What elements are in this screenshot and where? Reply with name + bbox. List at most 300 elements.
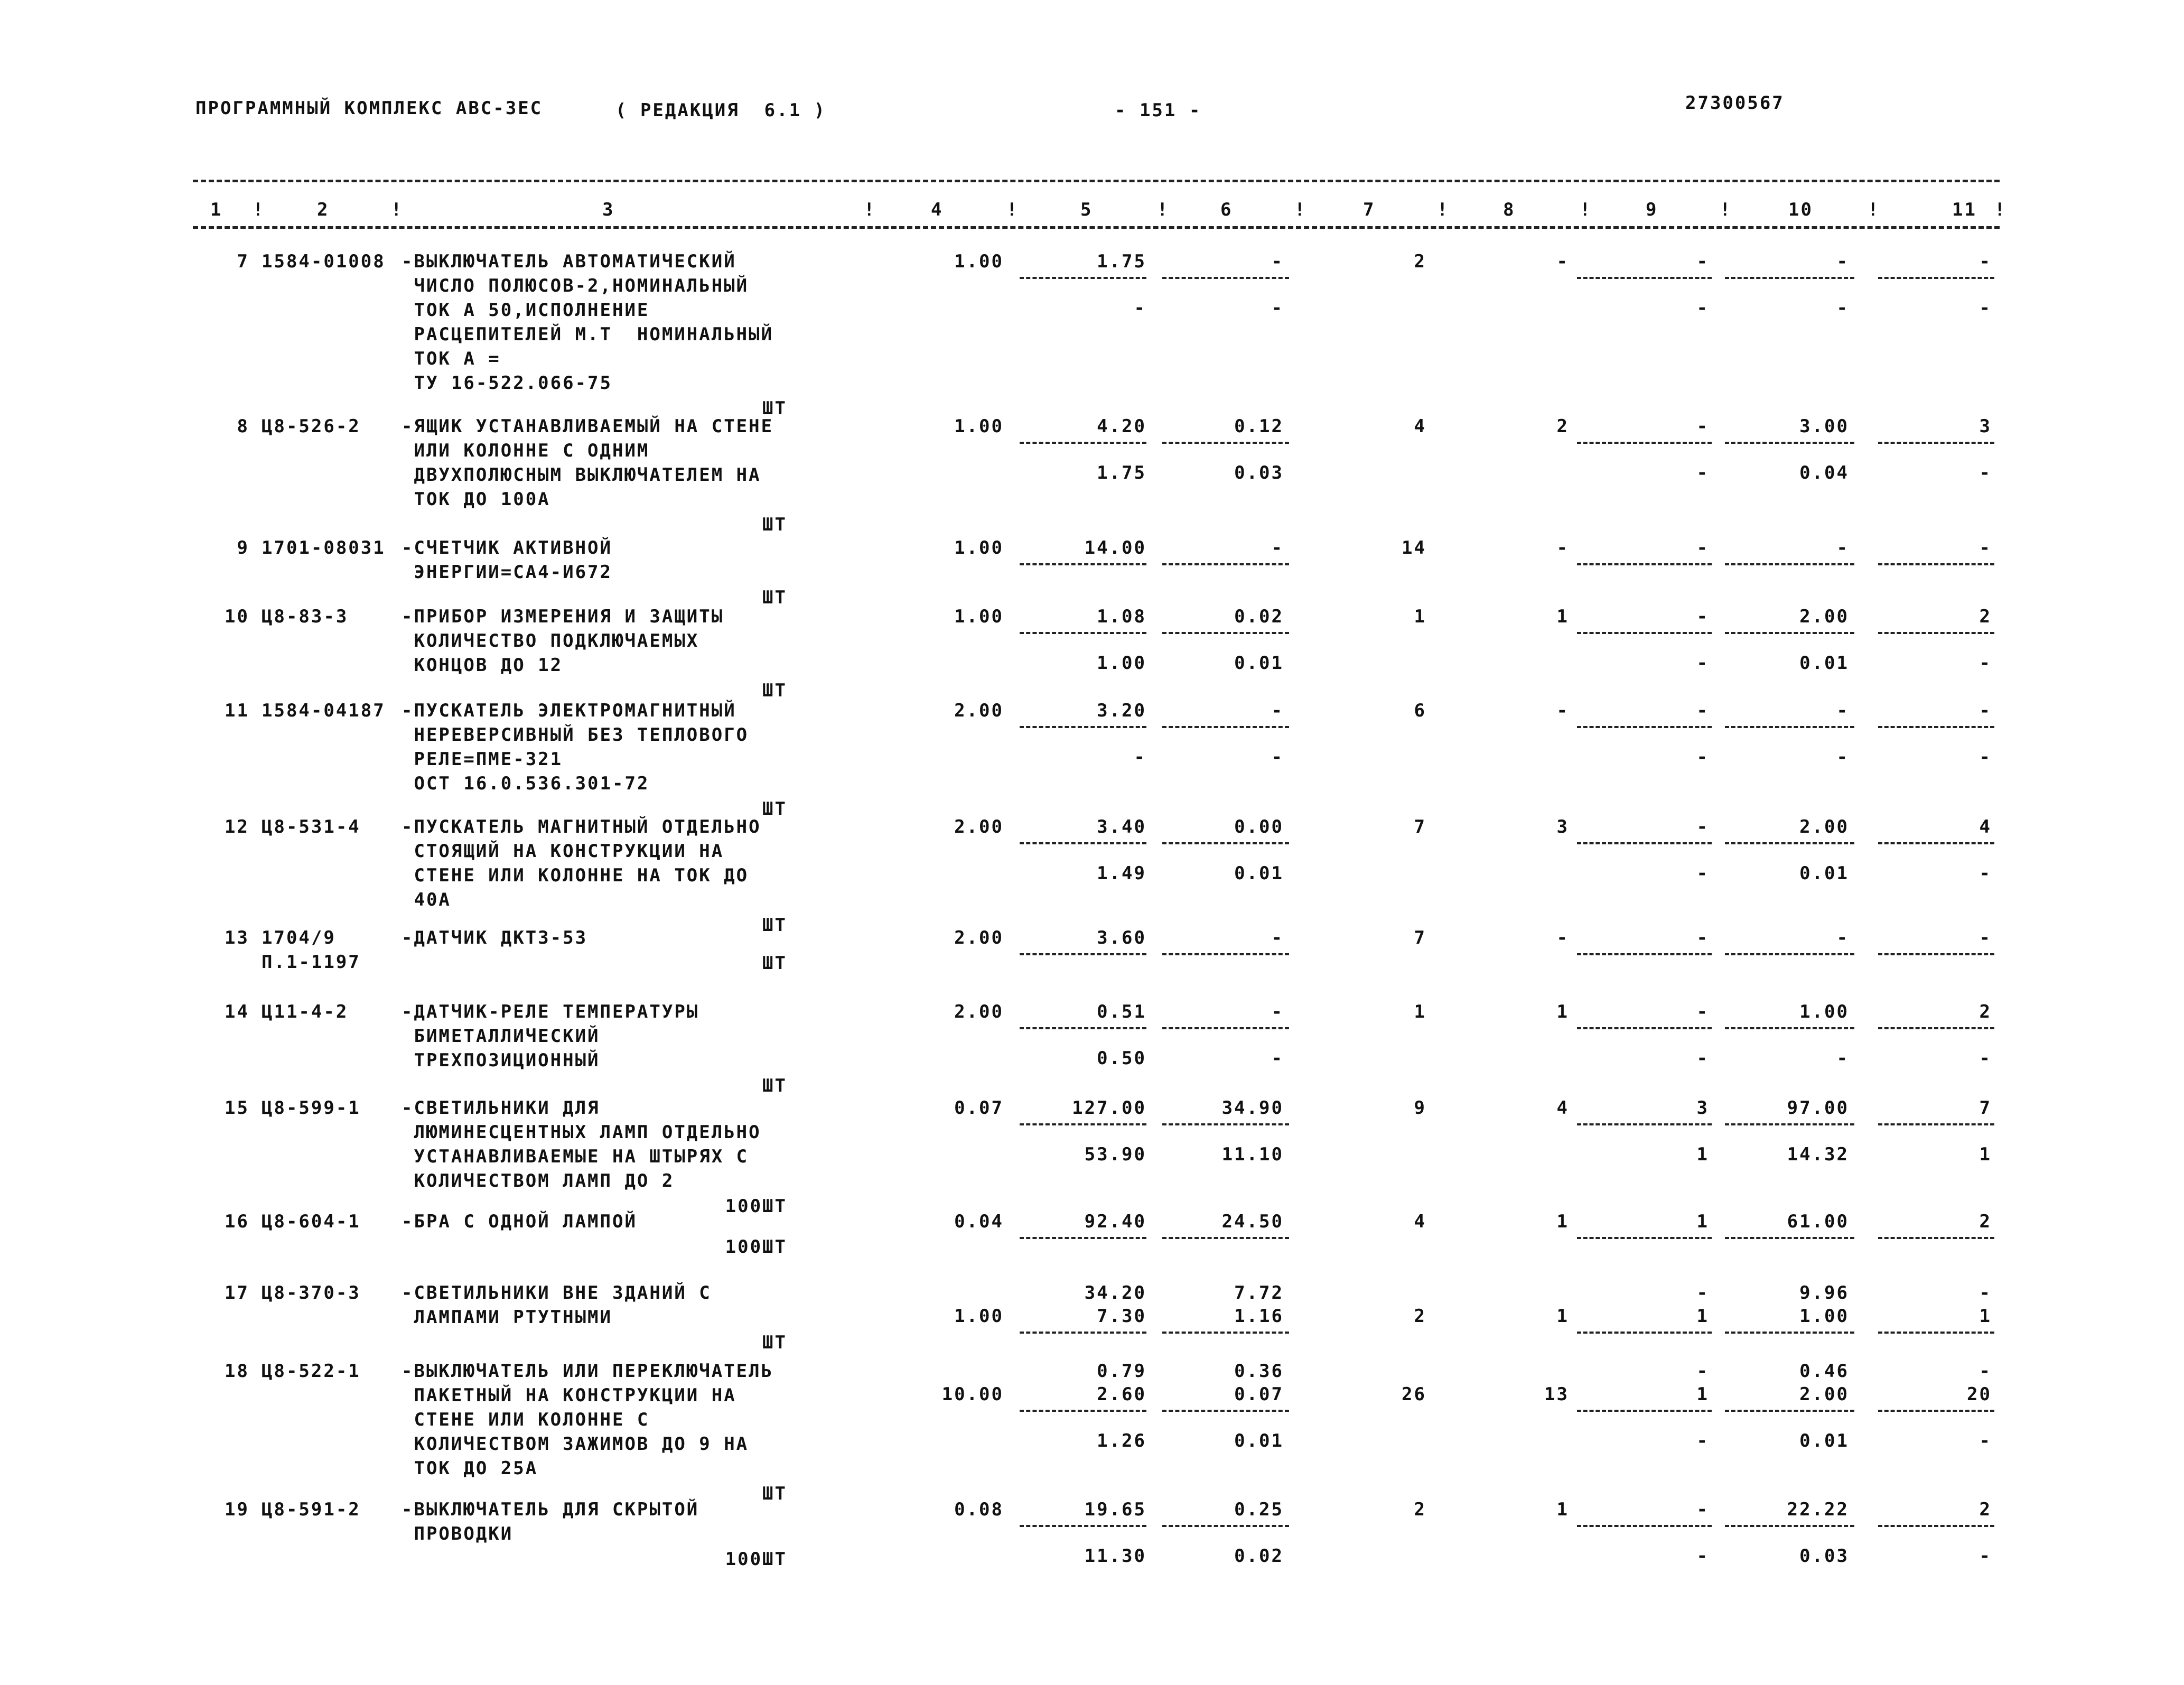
value-lower-c9: -	[1696, 1430, 1709, 1451]
value-c9: -	[1696, 1001, 1709, 1022]
value-c6: -	[1271, 251, 1284, 272]
separator: !	[1157, 199, 1170, 220]
value-underline	[1725, 842, 1854, 844]
value-c5: 4.20	[1097, 416, 1146, 437]
item-code: Ц8-531-4	[262, 816, 361, 837]
separator: !	[391, 199, 404, 220]
value-underline	[1020, 563, 1146, 565]
value-lower-c11: -	[1979, 1048, 1992, 1069]
value-c4: 10.00	[941, 1384, 1004, 1405]
value-c7: 4	[1414, 1211, 1426, 1232]
value-c11: 2	[1979, 1001, 1992, 1022]
value-upper-c5: 34.20	[1084, 1282, 1146, 1304]
column-header: 9	[1646, 199, 1658, 220]
value-c4: 2.00	[954, 927, 1004, 948]
unit-label: ШТ	[762, 1483, 787, 1504]
value-lower-c11: -	[1979, 1430, 1992, 1451]
value-c8: 13	[1544, 1384, 1569, 1405]
column-header: 10	[1788, 199, 1813, 220]
unit-label: ШТ	[762, 398, 787, 419]
value-lower-c11: 1	[1979, 1144, 1992, 1165]
value-c6: 0.00	[1234, 816, 1284, 837]
value-c8: -	[1556, 537, 1569, 558]
value-c7: 1	[1414, 606, 1426, 627]
item-description: -СВЕТИЛЬНИКИ ВНЕ ЗДАНИЙ С ЛАМПАМИ РТУТНЫМИ	[402, 1282, 712, 1328]
value-lower-c5: 53.90	[1084, 1144, 1146, 1165]
value-c10: 61.00	[1787, 1211, 1849, 1232]
value-c6: 1.16	[1234, 1306, 1284, 1327]
item-code: Ц8-522-1	[262, 1361, 361, 1382]
value-lower-c5: 0.50	[1097, 1048, 1146, 1069]
value-underline	[1725, 632, 1854, 634]
item-code: 1704/9 П.1-1197	[262, 927, 361, 973]
value-c7: 26	[1402, 1384, 1426, 1405]
item-description: -ЯЩИК УСТАНАВЛИВАЕМЫЙ НА СТЕНЕ ИЛИ КОЛОННЕ С ОДНИМ ДВУХПОЛЮСНЫМ ВЫКЛЮЧАТЕЛЕМ НА ТОК ДО 100А	[402, 416, 774, 510]
value-lower-c11: -	[1979, 297, 1992, 319]
value-c5: 7.30	[1097, 1306, 1146, 1327]
item-description: -ВЫКЛЮЧАТЕЛЬ ДЛЯ СКРЫТОЙ ПРОВОДКИ	[402, 1499, 699, 1544]
value-c9: -	[1696, 700, 1709, 721]
value-c7: 2	[1414, 251, 1426, 272]
row-number: 15	[225, 1097, 249, 1119]
unit-label: ШТ	[762, 587, 787, 608]
value-underline	[1020, 1123, 1146, 1125]
separator: !	[1294, 199, 1307, 220]
value-c10: 97.00	[1787, 1097, 1849, 1119]
item-code: 1584-01008	[262, 251, 386, 272]
value-underline	[1577, 1332, 1712, 1334]
value-underline	[1577, 563, 1712, 565]
row-number: 12	[225, 816, 249, 837]
item-description: -ВЫКЛЮЧАТЕЛЬ АВТОМАТИЧЕСКИЙ ЧИСЛО ПОЛЮСОВ-2,НОМИНАЛЬНЫЙ ТОК А 50,ИСПОЛНЕНИЕ РАСЦЕПИТЕЛЕЙ М.Т НОМИНАЛЬНЫЙ ТОК А = ТУ 16-522.066-75	[402, 251, 774, 394]
value-c10: -	[1836, 251, 1849, 272]
value-lower-c5: 11.30	[1084, 1546, 1146, 1567]
value-underline	[1878, 277, 1994, 279]
value-c9: -	[1696, 537, 1709, 558]
value-underline	[1020, 726, 1146, 728]
value-underline	[1162, 1237, 1289, 1239]
value-lower-c5: 1.49	[1097, 863, 1146, 884]
value-lower-c10: -	[1836, 747, 1849, 768]
value-c5: 14.00	[1084, 537, 1146, 558]
separator: !	[1720, 199, 1732, 220]
value-lower-c9: -	[1696, 653, 1709, 674]
value-underline	[1878, 632, 1994, 634]
value-underline	[1725, 1525, 1854, 1527]
value-c6: 0.12	[1234, 416, 1284, 437]
item-code: Ц8-591-2	[262, 1499, 361, 1520]
table-top-rule	[193, 180, 2000, 182]
value-c6: -	[1271, 927, 1284, 948]
column-header: 8	[1503, 199, 1516, 220]
value-c10: -	[1836, 537, 1849, 558]
value-underline	[1725, 277, 1854, 279]
value-c8: 1	[1556, 1306, 1569, 1327]
value-lower-c10: -	[1836, 1048, 1849, 1069]
value-underline	[1577, 1027, 1712, 1029]
value-lower-c6: 0.03	[1234, 462, 1284, 483]
value-underline	[1020, 1237, 1146, 1239]
unit-label: ШТ	[762, 514, 787, 535]
value-underline	[1162, 1332, 1289, 1334]
value-lower-c5: 1.75	[1097, 462, 1146, 483]
value-underline	[1162, 726, 1289, 728]
item-description: -ДАТЧИК ДКТЗ-53	[402, 927, 588, 948]
value-c7: 14	[1402, 537, 1426, 558]
value-c4: 2.00	[954, 1001, 1004, 1022]
value-c4: 2.00	[954, 816, 1004, 837]
value-underline	[1878, 842, 1994, 844]
value-underline	[1577, 953, 1712, 955]
value-underline	[1725, 442, 1854, 444]
value-underline	[1162, 953, 1289, 955]
value-c10: 2.00	[1799, 816, 1849, 837]
value-lower-c10: 0.01	[1799, 653, 1849, 674]
value-lower-c11: -	[1979, 747, 1992, 768]
value-c8: 1	[1556, 1499, 1569, 1520]
value-lower-c10: 0.01	[1799, 1430, 1849, 1451]
value-c7: 2	[1414, 1306, 1426, 1327]
value-c6: -	[1271, 700, 1284, 721]
unit-label: ШТ	[762, 1332, 787, 1353]
value-underline	[1020, 842, 1146, 844]
unit-label: ШТ	[762, 1075, 787, 1096]
value-underline	[1725, 1027, 1854, 1029]
value-underline	[1725, 1123, 1854, 1125]
value-upper-c9: -	[1696, 1361, 1709, 1382]
value-c11: 2	[1979, 1499, 1992, 1520]
value-lower-c11: -	[1979, 1546, 1992, 1567]
row-number: 9	[237, 537, 249, 558]
value-underline	[1577, 726, 1712, 728]
value-lower-c9: 1	[1696, 1144, 1709, 1165]
value-underline	[1878, 563, 1994, 565]
value-c5: 0.51	[1097, 1001, 1146, 1022]
value-underline	[1878, 1525, 1994, 1527]
value-c5: 19.65	[1084, 1499, 1146, 1520]
separator: !	[1006, 199, 1019, 220]
row-number: 11	[225, 700, 249, 721]
row-number: 16	[225, 1211, 249, 1232]
item-code: 1701-08031	[262, 537, 386, 558]
value-underline	[1878, 1237, 1994, 1239]
value-lower-c5: 1.00	[1097, 653, 1146, 674]
value-underline	[1577, 1525, 1712, 1527]
value-underline	[1725, 1410, 1854, 1412]
value-c5: 92.40	[1084, 1211, 1146, 1232]
value-underline	[1162, 1410, 1289, 1412]
value-c4: 1.00	[954, 251, 1004, 272]
row-number: 19	[225, 1499, 249, 1520]
value-c10: 3.00	[1799, 416, 1849, 437]
value-underline	[1020, 1332, 1146, 1334]
unit-label: ШТ	[762, 953, 787, 974]
item-description: -ВЫКЛЮЧАТЕЛЬ ИЛИ ПЕРЕКЛЮЧАТЕЛЬ ПАКЕТНЫЙ НА КОНСТРУКЦИИ НА СТЕНЕ ИЛИ КОЛОННЕ С КОЛИЧЕСТВОМ ЗАЖИМОВ ДО 9 НА ТОК ДО 25А	[402, 1361, 774, 1479]
value-c8: 1	[1556, 1001, 1569, 1022]
value-c11: 4	[1979, 816, 1992, 837]
value-c6: 34.90	[1221, 1097, 1284, 1119]
value-underline	[1577, 442, 1712, 444]
value-c6: -	[1271, 537, 1284, 558]
value-lower-c11: -	[1979, 863, 1992, 884]
value-c10: -	[1836, 700, 1849, 721]
column-header: 6	[1220, 199, 1233, 220]
value-c11: -	[1979, 927, 1992, 948]
item-description: -ПРИБОР ИЗМЕРЕНИЯ И ЗАЩИТЫ КОЛИЧЕСТВО ПОДКЛЮЧАЕМЫХ КОНЦОВ ДО 12	[402, 606, 724, 676]
value-c7: 2	[1414, 1499, 1426, 1520]
value-underline	[1020, 632, 1146, 634]
value-c11: -	[1979, 251, 1992, 272]
value-c10: 2.00	[1799, 1384, 1849, 1405]
value-underline	[1162, 632, 1289, 634]
item-description: -СВЕТИЛЬНИКИ ДЛЯ ЛЮМИНЕСЦЕНТНЫХ ЛАМП ОТДЕЛЬНО УСТАНАВЛИВАЕМЫЕ НА ШТЫРЯХ С КОЛИЧЕСТВОМ ЛАМП ДО 2	[402, 1097, 761, 1191]
value-underline	[1162, 842, 1289, 844]
value-c5: 3.20	[1097, 700, 1146, 721]
value-c4: 1.00	[954, 537, 1004, 558]
value-c9: -	[1696, 606, 1709, 627]
value-upper-c5: 0.79	[1097, 1361, 1146, 1382]
value-underline	[1162, 1027, 1289, 1029]
separator: !	[1994, 199, 2007, 220]
value-underline	[1577, 842, 1712, 844]
value-underline	[1577, 277, 1712, 279]
column-header: 4	[931, 199, 944, 220]
value-lower-c6: 0.02	[1234, 1546, 1284, 1567]
value-lower-c9: -	[1696, 1048, 1709, 1069]
item-description: -ПУСКАТЕЛЬ МАГНИТНЫЙ ОТДЕЛЬНО СТОЯЩИЙ НА КОНСТРУКЦИИ НА СТЕНЕ ИЛИ КОЛОННЕ НА ТОК ДО 40А	[402, 816, 761, 910]
document-number: 27300567	[1685, 92, 1785, 114]
value-underline	[1577, 1410, 1712, 1412]
value-underline	[1878, 1123, 1994, 1125]
separator: !	[864, 199, 876, 220]
value-underline	[1878, 442, 1994, 444]
row-number: 14	[225, 1001, 249, 1022]
row-number: 8	[237, 416, 249, 437]
value-underline	[1725, 1237, 1854, 1239]
value-lower-c6: -	[1271, 1048, 1284, 1069]
value-c7: 9	[1414, 1097, 1426, 1119]
value-c6: 0.25	[1234, 1499, 1284, 1520]
value-c9: 1	[1696, 1306, 1709, 1327]
edition-label: ( РЕДАКЦИЯ 6.1 )	[615, 100, 826, 121]
value-c4: 0.08	[954, 1499, 1004, 1520]
item-code: Ц8-604-1	[262, 1211, 361, 1232]
value-underline	[1162, 563, 1289, 565]
value-c4: 1.00	[954, 416, 1004, 437]
value-c7: 7	[1414, 816, 1426, 837]
value-c9: -	[1696, 816, 1709, 837]
value-c5: 3.60	[1097, 927, 1146, 948]
value-upper-c9: -	[1696, 1282, 1709, 1304]
value-c11: 2	[1979, 1211, 1992, 1232]
value-c8: 1	[1556, 1211, 1569, 1232]
separator: !	[1580, 199, 1592, 220]
unit-label: 100ШТ	[725, 1236, 787, 1258]
value-c11: -	[1979, 700, 1992, 721]
value-c10: -	[1836, 927, 1849, 948]
item-description: -ДАТЧИК-РЕЛЕ ТЕМПЕРАТУРЫ БИМЕТАЛЛИЧЕСКИЙ ТРЕХПОЗИЦИОННЫЙ	[402, 1001, 699, 1071]
value-c11: 20	[1967, 1384, 1992, 1405]
value-c5: 127.00	[1072, 1097, 1146, 1119]
value-c10: 1.00	[1799, 1306, 1849, 1327]
item-code: Ц8-526-2	[262, 416, 361, 437]
value-lower-c10: -	[1836, 297, 1849, 319]
value-lower-c10: 0.03	[1799, 1546, 1849, 1567]
value-underline	[1020, 277, 1146, 279]
value-c8: -	[1556, 251, 1569, 272]
column-header: 3	[602, 199, 615, 220]
value-upper-c11: -	[1979, 1282, 1992, 1304]
value-lower-c9: -	[1696, 747, 1709, 768]
value-c9: -	[1696, 416, 1709, 437]
value-underline	[1020, 1027, 1146, 1029]
item-code: Ц8-370-3	[262, 1282, 361, 1304]
value-c4: 0.04	[954, 1211, 1004, 1232]
value-c4: 2.00	[954, 700, 1004, 721]
column-header: 11	[1952, 199, 1977, 220]
value-c6: 0.02	[1234, 606, 1284, 627]
value-c6: 24.50	[1221, 1211, 1284, 1232]
column-header: 7	[1363, 199, 1376, 220]
unit-label: ШТ	[762, 915, 787, 936]
value-c11: -	[1979, 537, 1992, 558]
value-upper-c10: 9.96	[1799, 1282, 1849, 1304]
row-number: 17	[225, 1282, 249, 1304]
value-lower-c9: -	[1696, 1546, 1709, 1567]
value-lower-c5: 1.26	[1097, 1430, 1146, 1451]
value-lower-c6: -	[1271, 297, 1284, 319]
item-code: Ц8-83-3	[262, 606, 349, 627]
row-number: 10	[225, 606, 249, 627]
value-lower-c5: -	[1134, 297, 1146, 319]
row-number: 18	[225, 1361, 249, 1382]
value-underline	[1162, 277, 1289, 279]
separator: !	[1437, 199, 1450, 220]
column-header: 1	[210, 199, 223, 220]
value-c8: -	[1556, 927, 1569, 948]
table-header-rule	[193, 226, 2000, 229]
value-c9: 1	[1696, 1211, 1709, 1232]
value-lower-c9: -	[1696, 297, 1709, 319]
value-c9: -	[1696, 1499, 1709, 1520]
value-underline	[1162, 442, 1289, 444]
value-underline	[1725, 726, 1854, 728]
value-c5: 3.40	[1097, 816, 1146, 837]
value-c6: -	[1271, 1001, 1284, 1022]
item-code: 1584-04187	[262, 700, 386, 721]
unit-label: ШТ	[762, 798, 787, 820]
separator: !	[253, 199, 265, 220]
value-lower-c11: -	[1979, 462, 1992, 483]
value-c4: 1.00	[954, 606, 1004, 627]
value-lower-c6: -	[1271, 747, 1284, 768]
value-underline	[1878, 1027, 1994, 1029]
separator: !	[1868, 199, 1880, 220]
value-lower-c9: -	[1696, 863, 1709, 884]
value-upper-c6: 0.36	[1234, 1361, 1284, 1382]
item-description: -БРА С ОДНОЙ ЛАМПОЙ	[402, 1211, 637, 1232]
value-lower-c11: -	[1979, 653, 1992, 674]
value-c4: 1.00	[954, 1306, 1004, 1327]
value-c8: 3	[1556, 816, 1569, 837]
column-header: 2	[317, 199, 330, 220]
value-upper-c11: -	[1979, 1361, 1992, 1382]
value-c7: 7	[1414, 927, 1426, 948]
value-underline	[1878, 953, 1994, 955]
value-lower-c6: 11.10	[1221, 1144, 1284, 1165]
value-underline	[1725, 563, 1854, 565]
value-c8: 2	[1556, 416, 1569, 437]
value-underline	[1577, 1123, 1712, 1125]
value-c6: 0.07	[1234, 1384, 1284, 1405]
value-c8: -	[1556, 700, 1569, 721]
value-c9: 3	[1696, 1097, 1709, 1119]
value-c10: 2.00	[1799, 606, 1849, 627]
value-c7: 4	[1414, 416, 1426, 437]
value-c5: 1.75	[1097, 251, 1146, 272]
row-number: 7	[237, 251, 249, 272]
item-code: Ц11-4-2	[262, 1001, 349, 1022]
item-code: Ц8-599-1	[262, 1097, 361, 1119]
row-number: 13	[225, 927, 249, 948]
value-c11: 2	[1979, 606, 1992, 627]
unit-label: 100ШТ	[725, 1196, 787, 1217]
value-underline	[1020, 1525, 1146, 1527]
value-underline	[1878, 1332, 1994, 1334]
value-lower-c10: 0.04	[1799, 462, 1849, 483]
value-c4: 0.07	[954, 1097, 1004, 1119]
item-description: -ПУСКАТЕЛЬ ЭЛЕКТРОМАГНИТНЫЙ НЕРЕВЕРСИВНЫЙ БЕЗ ТЕПЛОВОГО РЕЛЕ=ПМЕ-321 ОСТ 16.0.536.301-72	[402, 700, 749, 794]
value-c11: 7	[1979, 1097, 1992, 1119]
value-lower-c10: 0.01	[1799, 863, 1849, 884]
value-lower-c9: -	[1696, 462, 1709, 483]
value-underline	[1878, 1410, 1994, 1412]
value-lower-c6: 0.01	[1234, 863, 1284, 884]
value-c9: -	[1696, 251, 1709, 272]
value-c10: 1.00	[1799, 1001, 1849, 1022]
program-title: ПРОГРАММНЫЙ КОМПЛЕКС АВС-3ЕС	[195, 98, 543, 119]
value-c5: 2.60	[1097, 1384, 1146, 1405]
value-c7: 1	[1414, 1001, 1426, 1022]
value-c8: 4	[1556, 1097, 1569, 1119]
value-c9: -	[1696, 927, 1709, 948]
value-c11: 3	[1979, 416, 1992, 437]
value-lower-c10: 14.32	[1787, 1144, 1849, 1165]
value-c11: 1	[1979, 1306, 1992, 1327]
value-lower-c5: -	[1134, 747, 1146, 768]
value-upper-c6: 7.72	[1234, 1282, 1284, 1304]
unit-label: ШТ	[762, 680, 787, 701]
value-lower-c6: 0.01	[1234, 653, 1284, 674]
unit-label: 100ШТ	[725, 1549, 787, 1570]
value-underline	[1020, 953, 1146, 955]
value-underline	[1020, 1410, 1146, 1412]
value-c7: 6	[1414, 700, 1426, 721]
value-underline	[1725, 953, 1854, 955]
value-underline	[1725, 1332, 1854, 1334]
column-header: 5	[1080, 199, 1093, 220]
value-c10: 22.22	[1787, 1499, 1849, 1520]
value-c5: 1.08	[1097, 606, 1146, 627]
value-upper-c10: 0.46	[1799, 1361, 1849, 1382]
value-c9: 1	[1696, 1384, 1709, 1405]
value-underline	[1878, 726, 1994, 728]
value-underline	[1020, 442, 1146, 444]
value-underline	[1162, 1123, 1289, 1125]
page-number: - 151 -	[1115, 100, 1202, 121]
value-underline	[1577, 1237, 1712, 1239]
value-lower-c6: 0.01	[1234, 1430, 1284, 1451]
